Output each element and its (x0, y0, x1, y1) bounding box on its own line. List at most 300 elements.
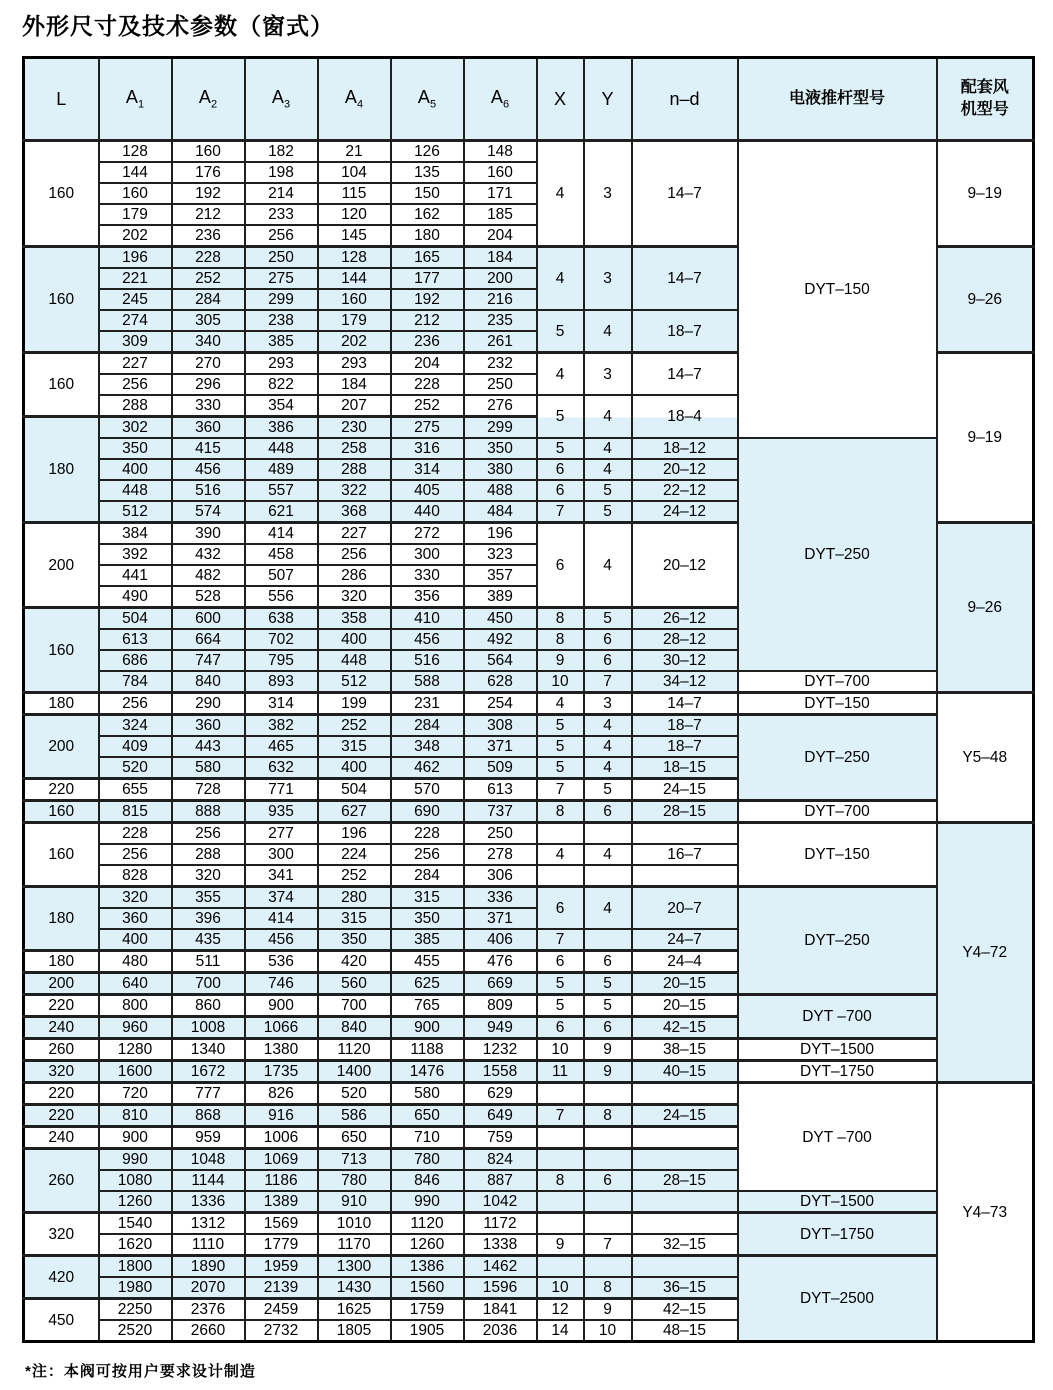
cell-Y: 6 (584, 1017, 632, 1039)
cell-A2: 747 (172, 650, 245, 671)
cell-X: 8 (537, 608, 584, 630)
cell-A1: 245 (99, 289, 172, 310)
cell-A4: 1805 (318, 1320, 391, 1342)
cell-A3: 214 (245, 183, 318, 204)
cell-A2: 296 (172, 374, 245, 395)
column-header-X: X (537, 58, 584, 141)
cell-Y: 8 (584, 1277, 632, 1299)
cell-A5: 455 (391, 951, 464, 973)
cell-X (537, 823, 584, 845)
cell-X: 10 (537, 671, 584, 693)
table-row (24, 823, 1034, 845)
cell-actuator: DYT–1750 (738, 1061, 937, 1083)
cell-Y: 4 (584, 757, 632, 779)
cell-A2: 415 (172, 438, 245, 459)
cell-Y: 6 (584, 629, 632, 650)
cell-A2: 443 (172, 736, 245, 757)
column-header-subscript: 3 (283, 98, 291, 111)
cell-A2: 396 (172, 908, 245, 929)
cell-L: 220 (24, 779, 99, 801)
cell-A1: 1280 (99, 1039, 172, 1061)
cell-A3: 2139 (245, 1277, 318, 1299)
cell-A5: 650 (391, 1105, 464, 1127)
cell-A5: 900 (391, 1017, 464, 1039)
cell-nd: 24–15 (632, 1105, 738, 1127)
cell-A1: 960 (99, 1017, 172, 1039)
cell-A3: 233 (245, 204, 318, 225)
cell-nd (632, 865, 738, 887)
cell-nd: 14–7 (632, 693, 738, 715)
cell-A5: 405 (391, 480, 464, 501)
cell-A6: 204 (464, 225, 537, 247)
cell-A5: 588 (391, 671, 464, 693)
cell-Y: 4 (584, 887, 632, 930)
cell-X: 6 (537, 523, 584, 608)
cell-A4: 179 (318, 310, 391, 331)
cell-A5: 252 (391, 395, 464, 417)
cell-nd: 42–15 (632, 1017, 738, 1039)
cell-nd: 22–12 (632, 480, 738, 501)
cell-nd: 40–15 (632, 1061, 738, 1083)
cell-A3: 386 (245, 417, 318, 439)
cell-Y: 3 (584, 353, 632, 396)
cell-A2: 1144 (172, 1170, 245, 1191)
cell-Y (584, 823, 632, 845)
cell-A6: 371 (464, 736, 537, 757)
cell-A6: 1462 (464, 1256, 537, 1278)
cell-A4: 120 (318, 204, 391, 225)
cell-A2: 728 (172, 779, 245, 801)
cell-A2: 236 (172, 225, 245, 247)
cell-A5: 315 (391, 887, 464, 909)
table-row (24, 1039, 1034, 1061)
cell-A5: 846 (391, 1170, 464, 1191)
table-header (24, 58, 1034, 141)
table-row (24, 1191, 1034, 1213)
cell-A6: 628 (464, 671, 537, 693)
cell-A6: 308 (464, 715, 537, 737)
cell-A3: 456 (245, 929, 318, 951)
cell-A5: 440 (391, 501, 464, 523)
cell-A1: 384 (99, 523, 172, 545)
cell-A6: 824 (464, 1149, 537, 1171)
table-row (24, 1061, 1034, 1083)
cell-A6: 380 (464, 459, 537, 480)
cell-A3: 414 (245, 908, 318, 929)
cell-A2: 435 (172, 929, 245, 951)
cell-A4: 115 (318, 183, 391, 204)
cell-A3: 293 (245, 353, 318, 375)
cell-nd (632, 1149, 738, 1171)
cell-A5: 1759 (391, 1299, 464, 1321)
cell-A4: 293 (318, 353, 391, 375)
cell-A4: 1300 (318, 1256, 391, 1278)
cell-X (537, 1083, 584, 1105)
cell-A4: 627 (318, 801, 391, 823)
cell-nd: 26–12 (632, 608, 738, 630)
cell-A1: 221 (99, 268, 172, 289)
cell-nd: 28–15 (632, 801, 738, 823)
cell-A1: 900 (99, 1127, 172, 1149)
cell-A4: 21 (318, 141, 391, 163)
cell-A4: 420 (318, 951, 391, 973)
cell-A3: 638 (245, 608, 318, 630)
cell-nd: 14–7 (632, 353, 738, 396)
cell-A5: 228 (391, 374, 464, 395)
cell-A5: 126 (391, 141, 464, 163)
cell-A2: 777 (172, 1083, 245, 1105)
table-row (24, 671, 1034, 693)
cell-A3: 771 (245, 779, 318, 801)
cell-A1: 480 (99, 951, 172, 973)
cell-A1: 815 (99, 801, 172, 823)
cell-A2: 700 (172, 973, 245, 995)
cell-A4: 1170 (318, 1234, 391, 1256)
cell-Y: 4 (584, 523, 632, 608)
cell-A6: 484 (464, 501, 537, 523)
cell-A1: 350 (99, 438, 172, 459)
cell-A3: 314 (245, 693, 318, 715)
cell-L: 160 (24, 823, 99, 887)
cell-actuator: DYT–1500 (738, 1191, 937, 1213)
cell-A2: 256 (172, 823, 245, 845)
cell-A3: 900 (245, 995, 318, 1017)
cell-A5: 256 (391, 844, 464, 865)
cell-nd: 20–15 (632, 973, 738, 995)
cell-Y: 5 (584, 501, 632, 523)
cell-A3: 621 (245, 501, 318, 523)
cell-A6: 669 (464, 973, 537, 995)
cell-L: 200 (24, 715, 99, 779)
cell-X: 4 (537, 353, 584, 396)
cell-A1: 828 (99, 865, 172, 887)
cell-nd: 18–4 (632, 395, 738, 438)
cell-A2: 390 (172, 523, 245, 545)
cell-A6: 232 (464, 353, 537, 375)
cell-A4: 252 (318, 865, 391, 887)
column-header-subscript: 1 (137, 98, 145, 111)
cell-A6: 1596 (464, 1277, 537, 1299)
cell-nd: 18–7 (632, 736, 738, 757)
cell-actuator: DYT–150 (738, 823, 937, 887)
cell-A6: 235 (464, 310, 537, 331)
cell-A6: 278 (464, 844, 537, 865)
column-header-subscript: 6 (502, 98, 510, 111)
cell-A5: 162 (391, 204, 464, 225)
cell-A4: 196 (318, 823, 391, 845)
cell-A4: 586 (318, 1105, 391, 1127)
cell-A3: 354 (245, 395, 318, 417)
cell-A1: 784 (99, 671, 172, 693)
cell-A3: 458 (245, 544, 318, 565)
cell-A5: 165 (391, 247, 464, 269)
cell-A6: 406 (464, 929, 537, 951)
cell-nd: 18–7 (632, 310, 738, 353)
column-header-A6: $A_6$ (464, 58, 537, 141)
cell-A2: 160 (172, 141, 245, 163)
cell-nd: 38–15 (632, 1039, 738, 1061)
cell-A6: 250 (464, 374, 537, 395)
cell-A3: 300 (245, 844, 318, 865)
cell-A5: 180 (391, 225, 464, 247)
cell-A4: 286 (318, 565, 391, 586)
table-row (24, 801, 1034, 823)
cell-A5: 710 (391, 1127, 464, 1149)
cell-Y: 3 (584, 141, 632, 247)
cell-X: 6 (537, 1017, 584, 1039)
cell-A3: 374 (245, 887, 318, 909)
cell-Y: 5 (584, 973, 632, 995)
cell-Y: 4 (584, 844, 632, 865)
cell-Y (584, 1127, 632, 1149)
cell-A2: 1672 (172, 1061, 245, 1083)
cell-A1: 520 (99, 757, 172, 779)
cell-A4: 224 (318, 844, 391, 865)
cell-A4: 207 (318, 395, 391, 417)
cell-A5: 580 (391, 1083, 464, 1105)
cell-nd: 18–7 (632, 715, 738, 737)
cell-A6: 564 (464, 650, 537, 671)
cell-A4: 145 (318, 225, 391, 247)
cell-A4: 320 (318, 586, 391, 608)
cell-A6: 1841 (464, 1299, 537, 1321)
cell-nd (632, 1083, 738, 1105)
cell-A5: 272 (391, 523, 464, 545)
cell-nd: 14–7 (632, 247, 738, 311)
cell-A2: 860 (172, 995, 245, 1017)
cell-Y: 4 (584, 736, 632, 757)
cell-A5: 177 (391, 268, 464, 289)
cell-A5: 350 (391, 908, 464, 929)
cell-A6: 949 (464, 1017, 537, 1039)
cell-A1: 720 (99, 1083, 172, 1105)
cell-A2: 330 (172, 395, 245, 417)
cell-A2: 456 (172, 459, 245, 480)
cell-A2: 580 (172, 757, 245, 779)
cell-A5: 1476 (391, 1061, 464, 1083)
cell-A3: 256 (245, 225, 318, 247)
column-header-A5: $A_5$ (391, 58, 464, 141)
cell-A5: 690 (391, 801, 464, 823)
cell-L: 180 (24, 887, 99, 951)
cell-A2: 1048 (172, 1149, 245, 1171)
cell-A5: 275 (391, 417, 464, 439)
cell-fan: Y4–73 (937, 1083, 1034, 1342)
cell-A4: 910 (318, 1191, 391, 1213)
cell-A5: 1120 (391, 1213, 464, 1235)
cell-A4: 199 (318, 693, 391, 715)
column-header-subscript: 5 (429, 98, 437, 111)
cell-nd: 42–15 (632, 1299, 738, 1321)
cell-A5: 330 (391, 565, 464, 586)
cell-A1: 409 (99, 736, 172, 757)
column-header-A3: $A_3$ (245, 58, 318, 141)
cell-X (537, 1127, 584, 1149)
cell-A2: 574 (172, 501, 245, 523)
cell-A1: 309 (99, 331, 172, 353)
cell-Y: 5 (584, 995, 632, 1017)
cell-A2: 868 (172, 1105, 245, 1127)
table-row (24, 1256, 1034, 1278)
cell-Y (584, 1191, 632, 1213)
cell-A6: 299 (464, 417, 537, 439)
cell-nd: 18–12 (632, 438, 738, 459)
cell-A1: 441 (99, 565, 172, 586)
cell-A5: 356 (391, 586, 464, 608)
cell-A1: 686 (99, 650, 172, 671)
cell-A3: 746 (245, 973, 318, 995)
cell-actuator: DYT–700 (738, 671, 937, 693)
cell-A2: 888 (172, 801, 245, 823)
column-header-A4: $A_4$ (318, 58, 391, 141)
cell-nd (632, 1213, 738, 1235)
cell-A6: 306 (464, 865, 537, 887)
cell-A4: 160 (318, 289, 391, 310)
cell-A6: 160 (464, 162, 537, 183)
cell-L: 160 (24, 247, 99, 353)
cell-A5: 314 (391, 459, 464, 480)
cell-A6: 389 (464, 586, 537, 608)
cell-L: 240 (24, 1127, 99, 1149)
cell-nd: 20–7 (632, 887, 738, 930)
cell-A3: 341 (245, 865, 318, 887)
cell-fan: 9–19 (937, 353, 1034, 523)
cell-A4: 315 (318, 908, 391, 929)
cell-A4: 358 (318, 608, 391, 630)
cell-A3: 556 (245, 586, 318, 608)
cell-A1: 400 (99, 929, 172, 951)
cell-L: 220 (24, 995, 99, 1017)
cell-nd (632, 1191, 738, 1213)
cell-A1: 490 (99, 586, 172, 608)
cell-A1: 144 (99, 162, 172, 183)
cell-L: 160 (24, 141, 99, 247)
cell-A2: 1340 (172, 1039, 245, 1061)
page-title: 外形尺寸及技术参数（窗式） (22, 13, 334, 39)
cell-A1: 324 (99, 715, 172, 737)
cell-A5: 1260 (391, 1234, 464, 1256)
cell-actuator: DYT –700 (738, 1083, 937, 1192)
cell-A4: 512 (318, 671, 391, 693)
cell-Y (584, 865, 632, 887)
cell-Y: 9 (584, 1061, 632, 1083)
cell-nd (632, 823, 738, 845)
cell-A5: 410 (391, 608, 464, 630)
cell-A1: 1080 (99, 1170, 172, 1191)
cell-Y (584, 1213, 632, 1235)
cell-A3: 382 (245, 715, 318, 737)
cell-A4: 230 (318, 417, 391, 439)
cell-A5: 385 (391, 929, 464, 951)
cell-A2: 1336 (172, 1191, 245, 1213)
column-header-actuator: 电液推杆型号 (738, 58, 937, 141)
cell-A4: 1120 (318, 1039, 391, 1061)
cell-Y: 3 (584, 247, 632, 311)
cell-nd: 28–12 (632, 629, 738, 650)
cell-A3: 198 (245, 162, 318, 183)
cell-A1: 448 (99, 480, 172, 501)
cell-nd: 24–12 (632, 501, 738, 523)
cell-L: 220 (24, 1083, 99, 1105)
cell-Y: 6 (584, 801, 632, 823)
cell-A4: 368 (318, 501, 391, 523)
cell-A3: 1380 (245, 1039, 318, 1061)
cell-A2: 2376 (172, 1299, 245, 1321)
cell-A2: 360 (172, 715, 245, 737)
cell-A6: 649 (464, 1105, 537, 1127)
cell-A5: 462 (391, 757, 464, 779)
cell-A4: 1400 (318, 1061, 391, 1083)
cell-X: 7 (537, 929, 584, 951)
cell-X: 9 (537, 650, 584, 671)
cell-L: 200 (24, 523, 99, 608)
cell-A1: 1260 (99, 1191, 172, 1213)
cell-Y: 4 (584, 715, 632, 737)
cell-L: 160 (24, 353, 99, 417)
column-header-L: L (24, 58, 99, 141)
cell-X: 5 (537, 438, 584, 459)
cell-A1: 360 (99, 908, 172, 929)
cell-A4: 840 (318, 1017, 391, 1039)
cell-L: 320 (24, 1061, 99, 1083)
cell-A4: 227 (318, 523, 391, 545)
cell-actuator: DYT –700 (738, 995, 937, 1039)
cell-A2: 2660 (172, 1320, 245, 1342)
cell-A5: 150 (391, 183, 464, 204)
cell-A5: 348 (391, 736, 464, 757)
cell-X: 5 (537, 995, 584, 1017)
cell-X: 5 (537, 736, 584, 757)
cell-X: 8 (537, 801, 584, 823)
cell-A6: 184 (464, 247, 537, 269)
cell-A6: 196 (464, 523, 537, 545)
cell-Y: 8 (584, 1105, 632, 1127)
cell-Y: 4 (584, 438, 632, 459)
cell-L: 180 (24, 693, 99, 715)
cell-A3: 250 (245, 247, 318, 269)
cell-A2: 1008 (172, 1017, 245, 1039)
cell-L: 160 (24, 608, 99, 693)
cell-A6: 200 (464, 268, 537, 289)
cell-A2: 228 (172, 247, 245, 269)
cell-A1: 2250 (99, 1299, 172, 1321)
cell-A3: 238 (245, 310, 318, 331)
cell-A1: 1620 (99, 1234, 172, 1256)
cell-A3: 1066 (245, 1017, 318, 1039)
cell-X: 6 (537, 459, 584, 480)
cell-L: 240 (24, 1017, 99, 1039)
cell-X: 8 (537, 629, 584, 650)
cell-A2: 840 (172, 671, 245, 693)
cell-A2: 360 (172, 417, 245, 439)
cell-A1: 640 (99, 973, 172, 995)
cell-X: 7 (537, 1105, 584, 1127)
cell-A1: 613 (99, 629, 172, 650)
footnote: *注：本阀可按用户要求设计制造 (25, 1363, 256, 1380)
cell-nd: 36–15 (632, 1277, 738, 1299)
cell-A3: 795 (245, 650, 318, 671)
cell-Y (584, 1149, 632, 1171)
cell-X: 14 (537, 1320, 584, 1342)
cell-A5: 1386 (391, 1256, 464, 1278)
cell-nd: 34–12 (632, 671, 738, 693)
cell-A6: 488 (464, 480, 537, 501)
cell-A1: 256 (99, 844, 172, 865)
cell-A5: 1188 (391, 1039, 464, 1061)
cell-X: 5 (537, 757, 584, 779)
cell-A1: 512 (99, 501, 172, 523)
cell-A4: 650 (318, 1127, 391, 1149)
